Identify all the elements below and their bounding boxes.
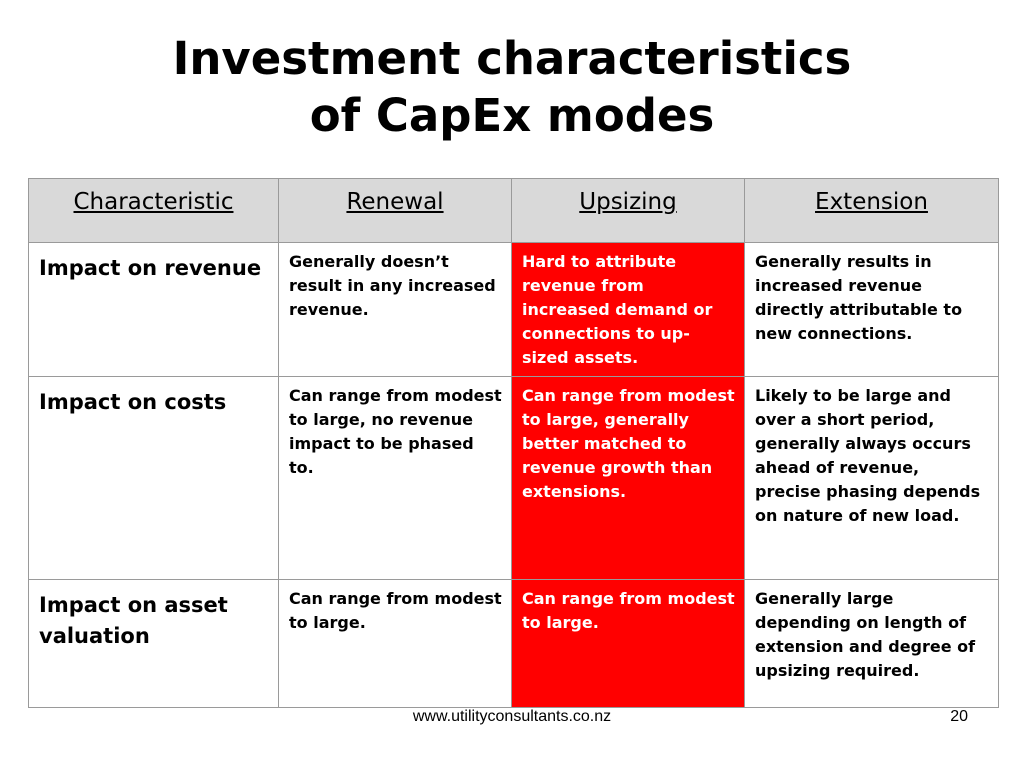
capex-characteristics-table	[28, 178, 999, 708]
table-row	[29, 243, 999, 377]
cell-upsizing-highlighted: Can range from modest to large.	[512, 580, 745, 708]
slide-title	[0, 30, 1024, 144]
slide-title-line1: Investment characteristics	[172, 32, 852, 85]
cell-upsizing-highlighted: Can range from modest to large, generally better matched to revenue growth than extensions.	[512, 377, 745, 580]
table-row	[29, 580, 999, 708]
header-renewal: Renewal	[279, 179, 512, 243]
cell-upsizing-highlighted: Hard to attribute revenue from increased demand or connections to up-sized assets.	[512, 243, 745, 377]
row-label-revenue: Impact on revenue	[29, 243, 279, 377]
table-header-row	[29, 179, 999, 243]
cell-renewal: Can range from modest to large, no revenue impact to be phased to.	[279, 377, 512, 580]
footer-url: www.utilityconsultants.co.nz	[412, 708, 612, 725]
header-upsizing: Upsizing	[512, 179, 745, 243]
cell-renewal: Can range from modest to large.	[279, 580, 512, 708]
table-row	[29, 377, 999, 580]
header-characteristic: Characteristic	[29, 179, 279, 243]
cell-renewal: Generally doesn’t result in any increased revenue.	[279, 243, 512, 377]
cell-extension: Generally results in increased revenue directly attributable to new connections.	[745, 243, 999, 377]
cell-extension: Generally large depending on length of extension and degree of upsizing required.	[745, 580, 999, 708]
row-label-asset-valuation: Impact on asset valuation	[29, 580, 279, 708]
header-extension: Extension	[745, 179, 999, 243]
cell-extension: Likely to be large and over a short period, generally always occurs ahead of revenue, precise phasing depends on nature of new load.	[745, 377, 999, 580]
page-number: 20	[950, 708, 968, 725]
slide-title-line2: of CapEx modes	[309, 89, 715, 142]
row-label-costs: Impact on costs	[29, 377, 279, 580]
